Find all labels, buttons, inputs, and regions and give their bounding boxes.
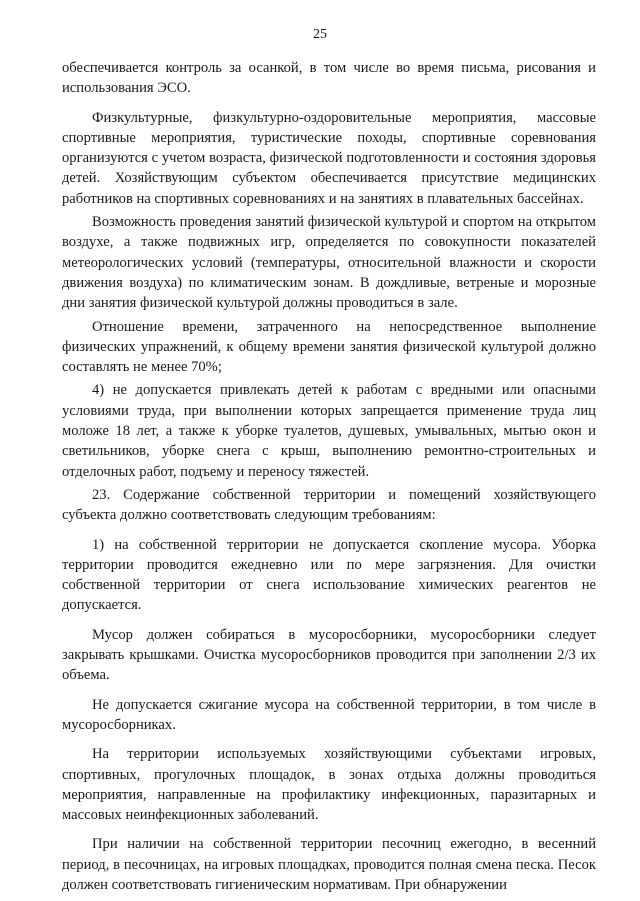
paragraph-playground-prevention: На территории используемых хозяйствующими субъектами игровых, спортивных, прогулочных площадок, в зонах отдыха должны проводиться мероприятия, направленные на профилактику инфекционных, паразитарных и массовых неинфекционных заболеваний. [62, 746, 596, 824]
paragraph-outdoor-classes: Возможность проведения занятий физической культурой и спортом на открытом воздухе, а также подвижных игр, определяется по совокупности показателей метеорологических условий (температуры, относительной влажности и скорости движения воздуха) по климатическим зонам. В дождливые, ветреные и морозные дни занятия физической культурой должны проводиться в зале. [62, 214, 596, 312]
page-number: 25 [313, 27, 327, 42]
paragraph-garbage-bins: Мусор должен собираться в мусоросборники, мусоросборники следует закрывать крышками. Очистка мусоросборников проводится при заполнении 2/3 их объема. [62, 626, 596, 684]
document-body [62, 58, 596, 895]
paragraph-child-labor-ban: 4) не допускается привлекать детей к работам с вредными или опасными условиями труда, при выполнении которых запрещается применение труда лиц моложе 18 лет, а также к уборке туалетов, душевых, умывальных, мытью окон и светильников, уборке снега с крыш, выполнению ремонтно-строительных и отделочных работ, подъему и переносу тяжестей. [62, 382, 596, 480]
paragraph-exercise-time-ratio: Отношение времени, затраченного на непосредственное выполнение физических упражнений, к общему времени занятия физической культурой должно составлять не менее 70%; [62, 318, 596, 376]
paragraph-section-23: 23. Содержание собственной территории и помещений хозяйствующего субъекта должно соответствовать следующим требованиям: [62, 486, 596, 524]
paragraph-sandbox-sand: При наличии на собственной территории песочниц ежегодно, в весенний период, в песочницах, на игровых площадках, проводится полная смена песка. Песок должен соответствовать гигиеническим нормативам. При обнаружении [62, 836, 596, 893]
paragraph-no-burning: Не допускается сжигание мусора на собственной территории, в том числе в мусоросборниках. [62, 696, 596, 733]
paragraph-territory-cleaning: 1) на собственной территории не допускается скопление мусора. Уборка территории проводится ежедневно или по мере загрязнения. Для очистки собственной территории от снега использование химических реагентов не допускается. [62, 536, 596, 614]
paragraph-sports-events: Физкультурные, физкультурно-оздоровительные мероприятия, массовые спортивные мероприятия, туристические походы, спортивные соревнования организуются с учетом возраста, физической подготовленности и состояния здоровья детей. Хозяйствующим субъектом обеспечивается присутствие медицинских работников на спортивных соревнованиях и на занятиях в плавательных бассейнах. [62, 109, 596, 207]
paragraph-posture-control: обеспечивается контроль за осанкой, в том числе во время письма, рисования и использования ЭСО. [62, 60, 596, 97]
